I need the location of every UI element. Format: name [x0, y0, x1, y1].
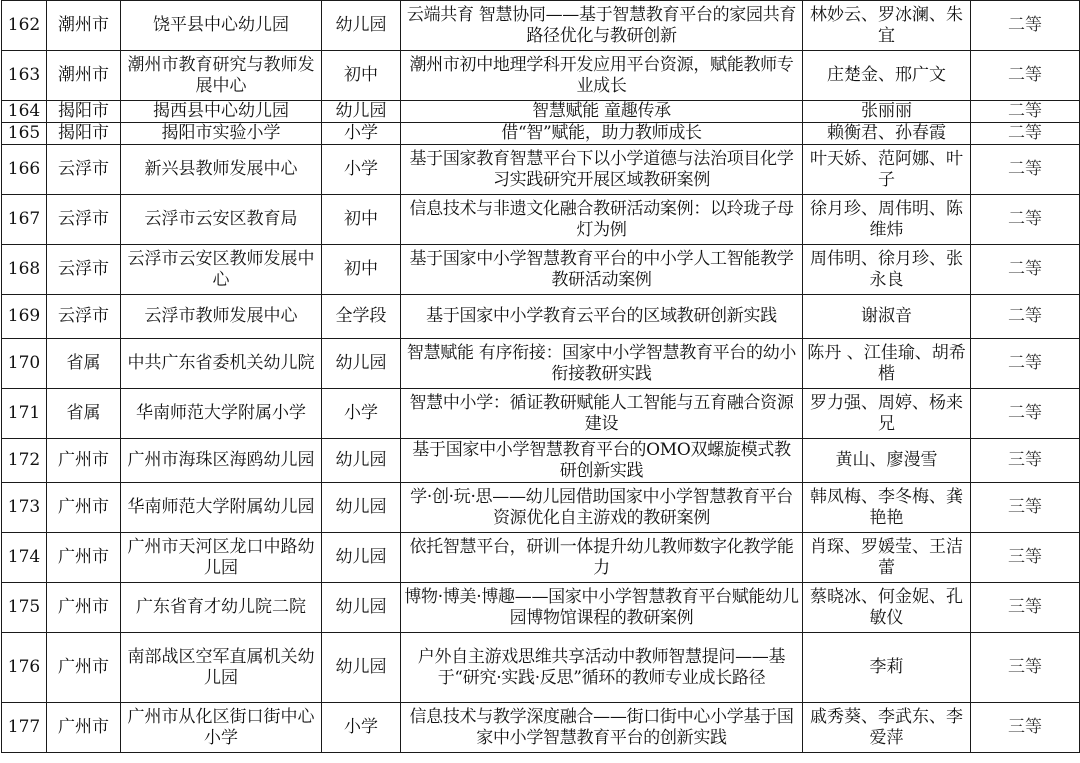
members-cell: 庄楚金、邢广文 — [803, 51, 971, 101]
award-cell: 三等 — [971, 439, 1080, 483]
school-level-cell: 幼儿园 — [322, 101, 401, 123]
city-cell: 省属 — [47, 389, 121, 439]
award-cell: 二等 — [971, 195, 1080, 245]
table-row — [2, 145, 1080, 195]
row-number: 176 — [2, 633, 47, 703]
members-cell: 戚秀葵、李武东、李爱萍 — [803, 703, 971, 753]
unit-cell: 新兴县教师发展中心 — [121, 145, 322, 195]
school-level-cell: 幼儿园 — [322, 583, 401, 633]
case-title-cell: 智慧赋能 童趣传承 — [401, 101, 803, 123]
case-title-cell: 基于国家中小学教育云平台的区域教研创新实践 — [401, 295, 803, 339]
case-title-cell: 学·创·玩·思——幼儿园借助国家中小学智慧教育平台资源优化自主游戏的教研案例 — [401, 483, 803, 533]
case-title-cell: 智慧中小学：循证教研赋能人工智能与五育融合资源建设 — [401, 389, 803, 439]
case-title-cell: 信息技术与非遗文化融合教研活动案例：以玲珑子母灯为例 — [401, 195, 803, 245]
unit-cell: 南部战区空军直属机关幼儿园 — [121, 633, 322, 703]
members-cell: 肖琛、罗媛莹、王洁蕾 — [803, 533, 971, 583]
city-cell: 广州市 — [47, 583, 121, 633]
school-level-cell: 幼儿园 — [322, 533, 401, 583]
city-cell: 云浮市 — [47, 295, 121, 339]
school-level-cell: 初中 — [322, 51, 401, 101]
row-number: 177 — [2, 703, 47, 753]
case-title-cell: 云端共育 智慧协同——基于智慧教育平台的家园共育路径优化与教研创新 — [401, 1, 803, 51]
case-title-cell: 基于国家中小学智慧教育平台的中小学人工智能教学教研活动案例 — [401, 245, 803, 295]
school-level-cell: 小学 — [322, 389, 401, 439]
case-title-cell: 基于国家教育智慧平台下以小学道德与法治项目化学习实践研究开展区域教研案例 — [401, 145, 803, 195]
case-title-cell: 信息技术与教学深度融合——街口街中心小学基于国家中小学智慧教育平台的创新实践 — [401, 703, 803, 753]
members-cell: 李莉 — [803, 633, 971, 703]
row-number: 175 — [2, 583, 47, 633]
school-level-cell: 小学 — [322, 123, 401, 145]
members-cell: 赖衡君、孙春霞 — [803, 123, 971, 145]
award-cell: 三等 — [971, 633, 1080, 703]
city-cell: 省属 — [47, 339, 121, 389]
school-level-cell: 幼儿园 — [322, 1, 401, 51]
members-cell: 黄山、廖漫雪 — [803, 439, 971, 483]
table-row — [2, 389, 1080, 439]
table-row — [2, 123, 1080, 145]
row-number: 165 — [2, 123, 47, 145]
row-number: 170 — [2, 339, 47, 389]
members-cell: 谢淑音 — [803, 295, 971, 339]
school-level-cell: 初中 — [322, 195, 401, 245]
city-cell: 云浮市 — [47, 195, 121, 245]
award-cell: 三等 — [971, 533, 1080, 583]
row-number: 163 — [2, 51, 47, 101]
unit-cell: 华南师范大学附属小学 — [121, 389, 322, 439]
row-number: 167 — [2, 195, 47, 245]
award-cell: 二等 — [971, 389, 1080, 439]
members-cell: 蔡晓冰、何金妮、孔敏仪 — [803, 583, 971, 633]
table-row — [2, 703, 1080, 753]
unit-cell: 广州市海珠区海鸥幼儿园 — [121, 439, 322, 483]
case-title-cell: 依托智慧平台，研训一体提升幼儿教师数字化教学能力 — [401, 533, 803, 583]
table-row — [2, 533, 1080, 583]
city-cell: 广州市 — [47, 533, 121, 583]
table-row — [2, 439, 1080, 483]
unit-cell: 广东省育才幼儿院二院 — [121, 583, 322, 633]
award-cell: 三等 — [971, 703, 1080, 753]
table-row — [2, 295, 1080, 339]
city-cell: 广州市 — [47, 633, 121, 703]
unit-cell: 潮州市教育研究与教师发展中心 — [121, 51, 322, 101]
unit-cell: 华南师范大学附属幼儿园 — [121, 483, 322, 533]
city-cell: 广州市 — [47, 483, 121, 533]
unit-cell: 云浮市教师发展中心 — [121, 295, 322, 339]
city-cell: 云浮市 — [47, 145, 121, 195]
award-cell: 二等 — [971, 339, 1080, 389]
city-cell: 潮州市 — [47, 51, 121, 101]
unit-cell: 云浮市云安区教师发展中心 — [121, 245, 322, 295]
award-cell: 二等 — [971, 51, 1080, 101]
members-cell: 韩凤梅、李冬梅、龚艳艳 — [803, 483, 971, 533]
row-number: 171 — [2, 389, 47, 439]
school-level-cell: 幼儿园 — [322, 339, 401, 389]
table-row — [2, 195, 1080, 245]
case-title-cell: 借“智”赋能，助力教师成长 — [401, 123, 803, 145]
row-number: 173 — [2, 483, 47, 533]
case-title-cell: 博物·博美·博趣——国家中小学智慧教育平台赋能幼儿园博物馆课程的教研案例 — [401, 583, 803, 633]
city-cell: 潮州市 — [47, 1, 121, 51]
row-number: 169 — [2, 295, 47, 339]
school-level-cell: 全学段 — [322, 295, 401, 339]
table-row — [2, 101, 1080, 123]
award-cell: 二等 — [971, 123, 1080, 145]
members-cell: 林妙云、罗冰澜、朱宜 — [803, 1, 971, 51]
case-title-cell: 潮州市初中地理学科开发应用平台资源，赋能教师专业成长 — [401, 51, 803, 101]
members-cell: 罗力强、周婷、杨来兄 — [803, 389, 971, 439]
city-cell: 揭阳市 — [47, 101, 121, 123]
case-title-cell: 基于国家中小学智慧教育平台的OMO双螺旋模式教研创新实践 — [401, 439, 803, 483]
table-row — [2, 339, 1080, 389]
row-number: 166 — [2, 145, 47, 195]
unit-cell: 揭西县中心幼儿园 — [121, 101, 322, 123]
school-level-cell: 幼儿园 — [322, 483, 401, 533]
school-level-cell: 幼儿园 — [322, 633, 401, 703]
members-cell: 徐月珍、周伟明、陈维炜 — [803, 195, 971, 245]
row-number: 162 — [2, 1, 47, 51]
unit-cell: 广州市天河区龙口中路幼儿园 — [121, 533, 322, 583]
city-cell: 云浮市 — [47, 245, 121, 295]
award-cell: 二等 — [971, 245, 1080, 295]
table-row — [2, 633, 1080, 703]
table-body — [2, 1, 1080, 753]
table-row — [2, 583, 1080, 633]
table-row — [2, 1, 1080, 51]
row-number: 168 — [2, 245, 47, 295]
row-number: 174 — [2, 533, 47, 583]
unit-cell: 饶平县中心幼儿园 — [121, 1, 322, 51]
unit-cell: 广州市从化区街口街中心小学 — [121, 703, 322, 753]
award-cell: 三等 — [971, 583, 1080, 633]
school-level-cell: 小学 — [322, 703, 401, 753]
unit-cell: 中共广东省委机关幼儿院 — [121, 339, 322, 389]
unit-cell: 云浮市云安区教育局 — [121, 195, 322, 245]
award-cell: 二等 — [971, 101, 1080, 123]
award-cell: 二等 — [971, 295, 1080, 339]
table-row — [2, 483, 1080, 533]
case-title-cell: 智慧赋能 有序衔接：国家中小学智慧教育平台的幼小衔接教研实践 — [401, 339, 803, 389]
school-level-cell: 小学 — [322, 145, 401, 195]
table-row — [2, 245, 1080, 295]
city-cell: 广州市 — [47, 439, 121, 483]
row-number: 164 — [2, 101, 47, 123]
table-row — [2, 51, 1080, 101]
award-cell: 二等 — [971, 145, 1080, 195]
city-cell: 揭阳市 — [47, 123, 121, 145]
members-cell: 陈丹 、江佳瑜、胡希楷 — [803, 339, 971, 389]
award-cell: 三等 — [971, 483, 1080, 533]
members-cell: 张丽丽 — [803, 101, 971, 123]
unit-cell: 揭阳市实验小学 — [121, 123, 322, 145]
school-level-cell: 初中 — [322, 245, 401, 295]
award-cell: 二等 — [971, 1, 1080, 51]
members-cell: 叶天娇、范阿娜、叶子 — [803, 145, 971, 195]
school-level-cell: 幼儿园 — [322, 439, 401, 483]
city-cell: 广州市 — [47, 703, 121, 753]
case-title-cell: 户外自主游戏思维共享活动中教师智慧提问——基于“研究·实践·反思”循环的教师专业成长路径 — [401, 633, 803, 703]
row-number: 172 — [2, 439, 47, 483]
award-list-table — [1, 0, 1080, 753]
members-cell: 周伟明、徐月珍、张永良 — [803, 245, 971, 295]
